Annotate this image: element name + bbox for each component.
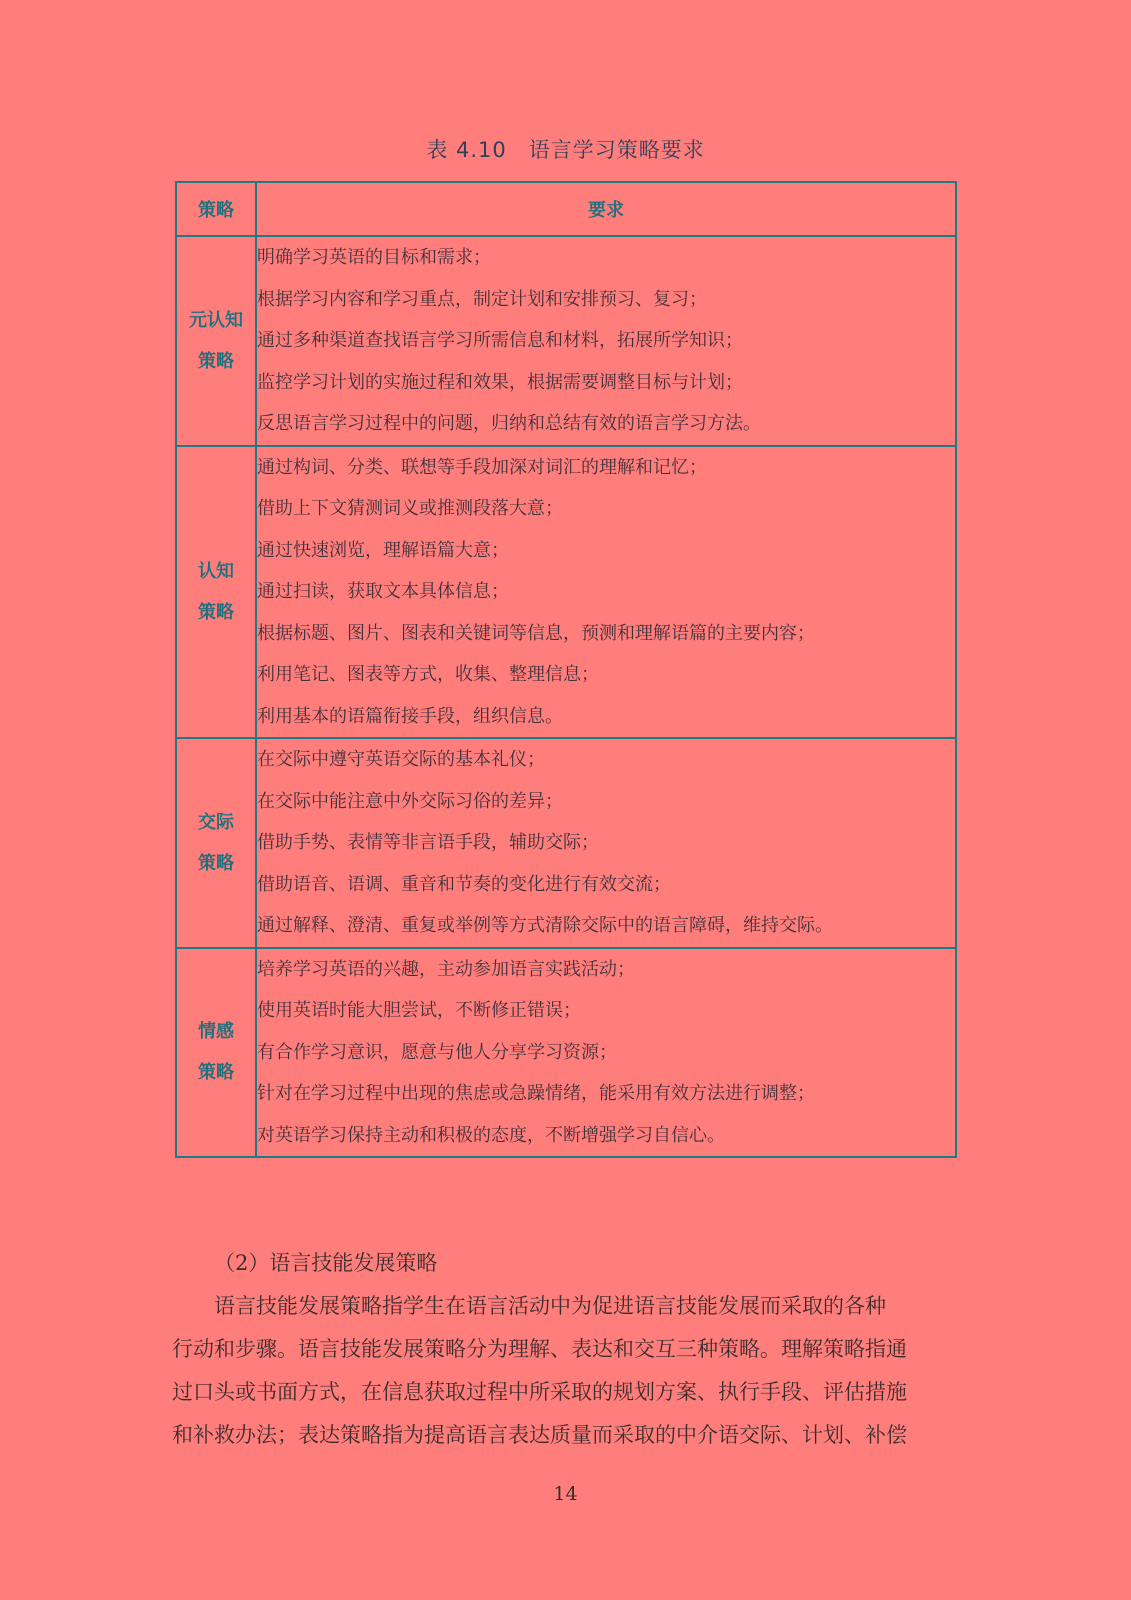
table-caption-title: 语言学习策略要求 <box>528 138 705 162</box>
table-caption-number: 表 4.10 <box>426 138 507 162</box>
paragraph-line: 语言技能发展策略指学生在语言活动中为促进语言技能发展而采取的各种 <box>214 1294 886 1318</box>
requirement-item: 通过构词、分类、联想等手段加深对词汇的理解和记忆； <box>257 456 707 478</box>
requirement-item: 根据学习内容和学习重点，制定计划和安排预习、复习； <box>257 288 707 310</box>
table-row <box>176 738 956 948</box>
requirements-communicative <box>256 738 956 948</box>
category-communicative: 交际 策略 <box>176 738 256 948</box>
requirements-metacognitive <box>256 236 956 446</box>
requirement-item: 通过解释、澄清、重复或举例等方式清除交际中的语言障碍，维持交际。 <box>257 915 833 936</box>
table-caption <box>0 134 1131 164</box>
requirement-item: 借助上下文猜测词义或推测段落大意； <box>257 498 563 519</box>
requirement-item: 根据标题、图片、图表和关键词等信息，预测和理解语篇的主要内容； <box>257 622 815 644</box>
requirement-item: 利用基本的语篇衔接手段，组织信息。 <box>257 705 563 727</box>
requirements-affective <box>256 948 956 1158</box>
requirement-item: 明确学习英语的目标和需求； <box>257 247 491 268</box>
requirement-item: 通过快速浏览，理解语篇大意； <box>257 539 509 561</box>
requirement-item: 借助语音、语调、重音和节奏的变化进行有效交流； <box>257 873 671 895</box>
table-row <box>176 948 956 1158</box>
category-metacognitive: 元认知 策略 <box>176 236 256 446</box>
section-heading: （2）语言技能发展策略 <box>214 1251 438 1275</box>
category-affective: 情感 策略 <box>176 948 256 1158</box>
paragraph-line: 过口头或书面方式，在信息获取过程中所采取的规划方案、执行手段、评估措施 <box>172 1380 907 1404</box>
requirements-cognitive <box>256 446 956 739</box>
paragraph-line: 和补救办法；表达策略指为提高语言表达质量而采取的中介语交际、计划、补偿 <box>172 1423 907 1447</box>
header-strategy: 策略 <box>176 182 256 236</box>
paragraph-line: 行动和步骤。语言技能发展策略分为理解、表达和交互三种策略。理解策略指通 <box>172 1337 907 1361</box>
requirement-item: 针对在学习过程中出现的焦虑或急躁情绪，能采用有效方法进行调整； <box>257 1083 815 1104</box>
requirement-item: 借助手势、表情等非言语手段，辅助交际； <box>257 832 599 853</box>
page-number: 14 <box>553 1483 578 1505</box>
requirement-item: 通过扫读，获取文本具体信息； <box>257 581 509 602</box>
table-row <box>176 236 956 446</box>
strategy-table <box>175 181 957 1158</box>
requirement-item: 在交际中能注意中外交际习俗的差异； <box>257 790 563 812</box>
category-cognitive: 认知 策略 <box>176 446 256 739</box>
requirement-item: 对英语学习保持主动和积极的态度，不断增强学习自信心。 <box>257 1124 725 1146</box>
requirement-item: 使用英语时能大胆尝试，不断修正错误； <box>257 1000 581 1021</box>
requirement-item: 利用笔记、图表等方式，收集、整理信息； <box>257 664 599 685</box>
requirement-item: 通过多种渠道查找语言学习所需信息和材料，拓展所学知识； <box>257 330 743 351</box>
requirement-item: 培养学习英语的兴趣，主动参加语言实践活动； <box>257 958 635 980</box>
requirement-item: 监控学习计划的实施过程和效果，根据需要调整目标与计划； <box>257 371 743 393</box>
body-paragraph <box>172 1285 962 1457</box>
requirement-item: 反思语言学习过程中的问题，归纳和总结有效的语言学习方法。 <box>257 413 761 434</box>
header-requirement: 要求 <box>256 182 956 236</box>
table-header-row <box>176 182 956 236</box>
requirement-item: 在交际中遵守英语交际的基本礼仪； <box>257 749 545 770</box>
table-row <box>176 446 956 739</box>
requirement-item: 有合作学习意识，愿意与他人分享学习资源； <box>257 1041 617 1063</box>
